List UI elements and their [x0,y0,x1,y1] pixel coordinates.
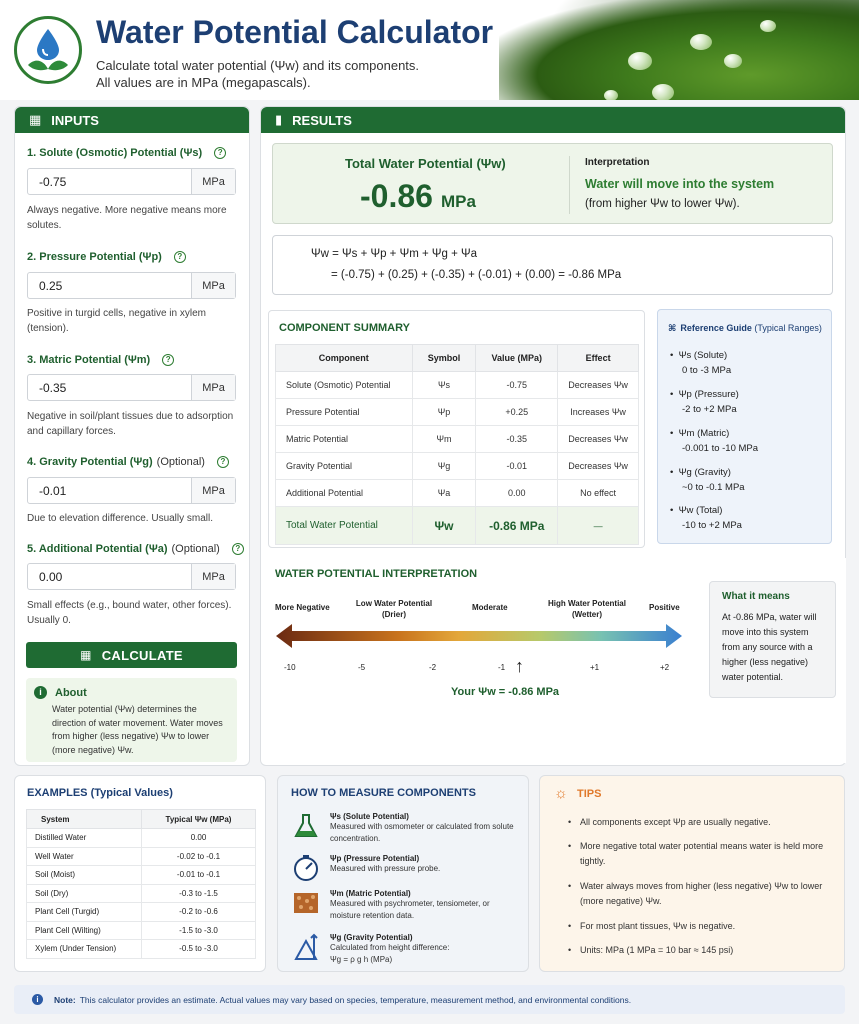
height-icon [292,933,320,961]
lightbulb-icon: ☼ [554,785,568,802]
reference-item: • Ψp (Pressure) -2 to +2 MPa [670,389,739,415]
additional-potential-label [27,543,244,555]
reference-title-text: Reference Guide [680,323,752,333]
solute-potential-input[interactable] [28,169,191,194]
optional-tag: (Optional) [156,456,205,468]
leaf-photo [499,0,859,100]
table-cell: Ψw [412,507,476,545]
measure-item [292,933,517,965]
field-note: Always negative. More negative means more solutes. [27,205,227,231]
table-cell: No effect [558,480,639,507]
reference-name: Ψm (Matric) [678,428,730,439]
interpretation-label: Interpretation [585,157,650,168]
measure-title: HOW TO MEASURE COMPONENTS [291,787,476,799]
optional-tag: (Optional) [171,543,220,555]
table-header-row [276,345,639,372]
table-row [276,399,639,426]
table-cell: Ψm [412,426,476,453]
table-cell: Distilled Water [27,829,142,848]
measure-item-desc: Measured with osmometer or calculated from solute concentration. [330,822,514,843]
page-subtitle [96,57,516,91]
reference-range: 0 to -3 MPa [682,365,732,376]
table-cell: -0.01 [476,453,558,480]
measure-panel [277,775,529,972]
tips-title: TIPS [577,788,602,800]
table-cell: Increases Ψw [558,399,639,426]
table-row [27,847,256,866]
info-icon: i [32,994,43,1005]
table-header-row [27,810,256,829]
table-row [276,480,639,507]
potential-gradient-arrow [274,622,684,650]
table-cell: Ψg [412,453,476,480]
examples-table [26,809,256,959]
pressure-potential-input-group [27,272,236,299]
field-note: Small effects (e.g., bound water, other forces). Usually 0. [27,600,232,626]
table-row [27,921,256,940]
about-title: About [55,686,87,699]
reference-name: Ψw (Total) [678,505,723,516]
about-header [34,686,229,699]
reference-range: -10 to +2 MPa [682,520,742,531]
table-cell: Ψa [412,480,476,507]
table-cell: -0.2 to -0.6 [142,903,256,922]
scale-label-line: (Wetter) [571,610,603,619]
table-cell: Additional Potential [276,480,413,507]
scale-label: Positive [649,603,680,612]
table-row [27,903,256,922]
scale-tick: +2 [660,663,670,672]
gravity-potential-input[interactable] [28,478,191,503]
pressure-potential-input[interactable] [28,273,191,298]
reference-item: • Ψg (Gravity) ~0 to -0.1 MPa [670,467,745,493]
column-header: Value (MPa) [476,345,558,372]
subtitle-line: All values are in MPa (megapascals). [96,75,311,90]
what-title: What it means [722,591,790,602]
gravity-potential-label [27,456,229,468]
interpretation-title: WATER POTENTIAL INTERPRETATION [275,568,478,580]
measure-item-desc: Calculated from height difference: [330,943,450,952]
table-cell: -0.5 to -3.0 [142,940,256,959]
reference-title-sub: (Typical Ranges) [754,323,822,333]
measure-item-title: Ψp (Pressure Potential) [330,854,420,863]
info-icon: i [34,686,47,699]
table-cell: -0.35 [476,426,558,453]
field-note: Positive in turgid cells, negative in xylem (tension). [27,308,206,334]
column-header: Typical Ψw (MPa) [142,810,256,829]
about-box [26,678,237,762]
column-header: Symbol [412,345,476,372]
reference-title [668,323,822,334]
results-panel-title: RESULTS [292,112,352,128]
note-text: This calculator provides an estimate. Actual values may vary based on species, temperature, measurement method, and environmental conditions. [79,994,632,1005]
calculator-icon: ▦ [80,648,92,662]
flask-icon [292,812,320,840]
bar-chart-icon: ▮ [275,112,283,127]
field-note: Due to elevation difference. Usually small. [27,513,214,524]
twp-unit: MPa [440,192,476,211]
table-cell: Decreases Ψw [558,372,639,399]
table-cell: Soil (Moist) [27,866,142,885]
unit-label: MPa [191,375,235,400]
reference-name: Ψs (Solute) [678,350,728,361]
app-logo [14,16,82,84]
scale-label [537,598,637,620]
water-droplet [690,34,712,50]
help-icon[interactable]: ? [232,543,244,555]
interpretation-main: Water will move into the system [585,177,775,191]
scale-label [354,598,434,620]
table-cell: Solute (Osmotic) Potential [276,372,413,399]
note-bar [14,985,845,1014]
table-row [276,453,639,480]
unit-label: MPa [191,273,235,298]
drop-leaf-icon [26,27,70,73]
table-cell: Ψs [412,372,476,399]
inputs-panel-title: INPUTS [51,112,99,128]
measure-item [292,812,517,844]
field-note: Negative in soil/plant tissues due to adsorption and capillary forces. [27,411,234,437]
matric-potential-input-group [27,374,236,401]
scale-label-line: High Water Potential [548,599,626,608]
summary-title: COMPONENT SUMMARY [279,322,410,334]
table-cell: Soil (Dry) [27,884,142,903]
table-row [27,829,256,848]
water-droplet [604,90,618,100]
scale-label: More Negative [275,603,330,612]
value-marker-label: Your Ψw = -0.86 MPa [451,686,560,698]
table-cell: Decreases Ψw [558,426,639,453]
formula-box [272,235,833,295]
reference-range: ~0 to -0.1 MPa [682,482,745,493]
table-cell: Decreases Ψw [558,453,639,480]
component-summary [268,310,645,548]
measure-item-title: Ψm (Matric Potential) [330,889,411,898]
solute-potential-input-group [27,168,236,195]
tip-item: • Units: MPa (1 MPa = 10 bar ≈ 145 psi) [580,943,830,958]
tip-item: • More negative total water potential means water is held more tightly. [580,839,830,869]
twp-value: -0.86 [360,178,433,214]
reference-item: • Ψs (Solute) 0 to -3 MPa [670,350,732,376]
table-cell: -0.02 to -0.1 [142,847,256,866]
table-cell: -0.86 MPa [476,507,558,545]
unit-label: MPa [191,478,235,503]
examples-panel [14,775,266,972]
help-icon[interactable]: ? [217,456,229,468]
field-label-text: 4. Gravity Potential (Ψg) [27,456,153,468]
gravity-potential-input-group [27,477,236,504]
column-header: Effect [558,345,639,372]
reference-range: -2 to +2 MPa [682,404,737,415]
page-title: Water Potential Calculator [96,14,494,50]
formula-line: = (-0.75) + (0.25) + (-0.35) + (-0.01) + (0.00) = -0.86 MPa [331,269,622,281]
tips-panel [539,775,845,972]
reference-name: Ψp (Pressure) [678,389,739,400]
table-cell: 0.00 [142,829,256,848]
book-icon: ⌘ [668,323,677,333]
table-cell: 0.00 [476,480,558,507]
table-cell: Plant Cell (Turgid) [27,903,142,922]
table-row [27,940,256,959]
reference-name: Ψg (Gravity) [678,467,731,478]
column-header: System [27,810,142,829]
matric-potential-label [27,354,174,366]
calculate-button[interactable] [26,642,237,668]
field-label-text: 1. Solute (Osmotic) Potential (Ψs) [27,147,203,159]
help-icon[interactable]: ? [162,354,174,366]
table-cell: Gravity Potential [276,453,413,480]
inputs-panel-header [15,107,249,133]
unit-label: MPa [191,169,235,194]
reference-range: -0.001 to -10 MPa [682,443,759,454]
divider [569,156,570,214]
calculator-icon: ▦ [29,112,42,127]
measure-item-desc: Measured with psychrometer, tensiometer, or moisture retention data. [330,899,490,920]
measure-item [292,889,517,921]
column-header: Component [276,345,413,372]
field-label-text: 5. Additional Potential (Ψa) [27,543,168,555]
help-icon[interactable]: ? [214,147,226,159]
note-label: Note: [54,994,76,1005]
measure-item [292,854,517,882]
scale-label-line: Low Water Potential [355,599,433,608]
solute-potential-label [27,147,226,159]
table-cell: -0.3 to -1.5 [142,884,256,903]
table-cell: — [558,507,639,545]
water-droplet [628,52,652,70]
formula-line: Ψw = Ψs + Ψp + Ψm + Ψg + Ψa [311,248,477,260]
gauge-icon [292,854,320,882]
measure-item-desc: Measured with pressure probe. [330,864,441,873]
additional-potential-input-group [27,563,236,590]
scale-label-line: (Drier) [381,610,406,619]
table-cell: Ψp [412,399,476,426]
table-cell: +0.25 [476,399,558,426]
table-cell: Plant Cell (Wilting) [27,921,142,940]
twp-value-group [360,178,476,215]
unit-label: MPa [191,564,235,589]
matric-potential-input[interactable] [28,375,191,400]
reference-guide [657,309,832,544]
table-cell: -0.75 [476,372,558,399]
scale-label: Moderate [472,603,508,612]
field-label-text: 2. Pressure Potential (Ψp) [27,251,162,263]
about-text: Water potential (Ψw) determines the direction of water movement. Water moves from higher (less negative) Ψw to lower (more negative) Ψw. [52,704,223,755]
examples-title: EXAMPLES (Typical Values) [27,787,173,799]
tip-item: • Water always moves from higher (less negative) Ψw to lower (more negative) Ψw. [580,879,830,909]
reference-item: • Ψm (Matric) -0.001 to -10 MPa [670,428,759,454]
scale-tick: -10 [284,663,296,672]
table-row [27,884,256,903]
table-row [27,866,256,885]
table-cell: Matric Potential [276,426,413,453]
calculate-button-label: CALCULATE [101,647,183,663]
table-cell: Total Water Potential [276,507,413,545]
scale-tick: -5 [358,663,366,672]
component-table [275,344,639,545]
water-droplet [760,20,776,32]
tip-item: • All components except Ψp are usually negative. [580,815,830,830]
field-label-text: 3. Matric Potential (Ψm) [27,354,151,366]
scale-tick: -1 [498,663,506,672]
subtitle-line: Calculate total water potential (Ψw) and its components. [96,58,420,73]
table-row [276,426,639,453]
tip-item: • For most plant tissues, Ψw is negative. [580,919,830,934]
value-marker-arrow: ↑ [515,656,524,676]
measure-item-desc: Ψg = ρ g h (MPa) [330,954,393,964]
total-row [276,507,639,545]
additional-potential-input[interactable] [28,564,191,589]
table-cell: Pressure Potential [276,399,413,426]
interpretation-sub: (from higher Ψw to lower Ψw). [585,198,740,210]
table-cell: Well Water [27,847,142,866]
table-row [276,372,639,399]
water-droplet [652,84,674,100]
soil-icon [292,889,320,917]
pressure-potential-label [27,251,186,263]
total-water-potential-card [272,143,833,224]
help-icon[interactable]: ? [174,251,186,263]
twp-label: Total Water Potential (Ψw) [345,156,506,171]
what-text: At -0.86 MPa, water will move into this system from any source with a higher (less negative) water potential. [722,612,817,682]
measure-item-title: Ψs (Solute Potential) [330,812,409,821]
results-panel-header [261,107,845,133]
measure-item-title: Ψg (Gravity Potential) [330,933,413,942]
scale-tick: +1 [590,663,600,672]
table-cell: Xylem (Under Tension) [27,940,142,959]
table-cell: -1.5 to -3.0 [142,921,256,940]
table-cell: -0.01 to -0.1 [142,866,256,885]
reference-item: • Ψw (Total) -10 to +2 MPa [670,505,742,531]
water-droplet [724,54,742,68]
scale-tick: -2 [429,663,437,672]
what-it-means-box [709,581,836,698]
